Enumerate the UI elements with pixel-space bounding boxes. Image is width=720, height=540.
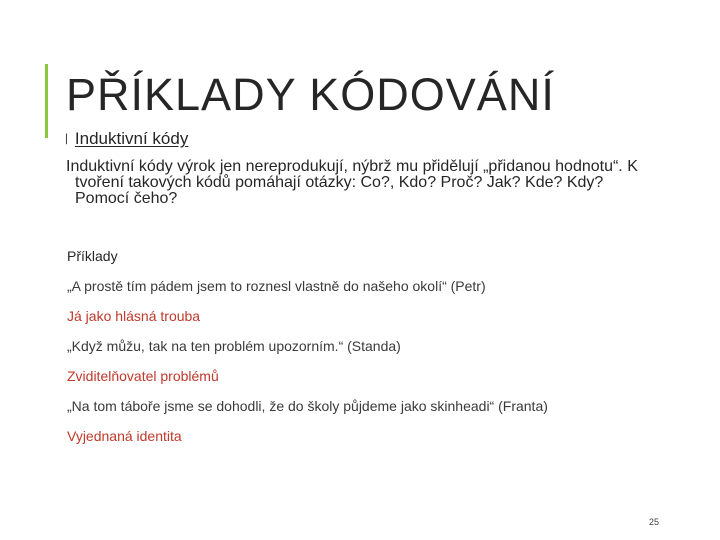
examples-list (67, 247, 667, 457)
page-number: 25 (648, 517, 659, 527)
slide-subtitle: Induktivní kódy (74, 129, 189, 148)
intro-paragraph: Induktivní kódy výrok jen nereprodukují, nýbrž mu přidělují „přidanou hodnotu“. K tvoření takových kódů pomáhají otázky: Co?, Kdo? Proč? Jak? Kde? Kdy? Pomocí čeho? (66, 158, 638, 207)
subtitle-row (66, 129, 188, 149)
example-code: Vyjednaná identita (67, 428, 182, 444)
examples-heading: Příklady (67, 248, 118, 264)
slide-title: PŘÍKLADY KÓDOVÁNÍ (66, 69, 555, 120)
bullet-icon: ▏ (66, 133, 73, 144)
example-quote: „Na tom táboře jsme se dohodli, že do školy půjdeme jako skinheadi“ (Franta) (67, 398, 548, 414)
example-quote: „Když můžu, tak na ten problém upozorním.“ (Standa) (67, 338, 401, 354)
example-quote: „A prostě tím pádem jsem to roznesl vlastně do našeho okolí“ (Petr) (67, 278, 486, 294)
accent-bar (45, 64, 48, 138)
example-code: Já jako hlásná trouba (67, 308, 201, 324)
example-code: Zviditelňovatel problémů (67, 368, 219, 384)
